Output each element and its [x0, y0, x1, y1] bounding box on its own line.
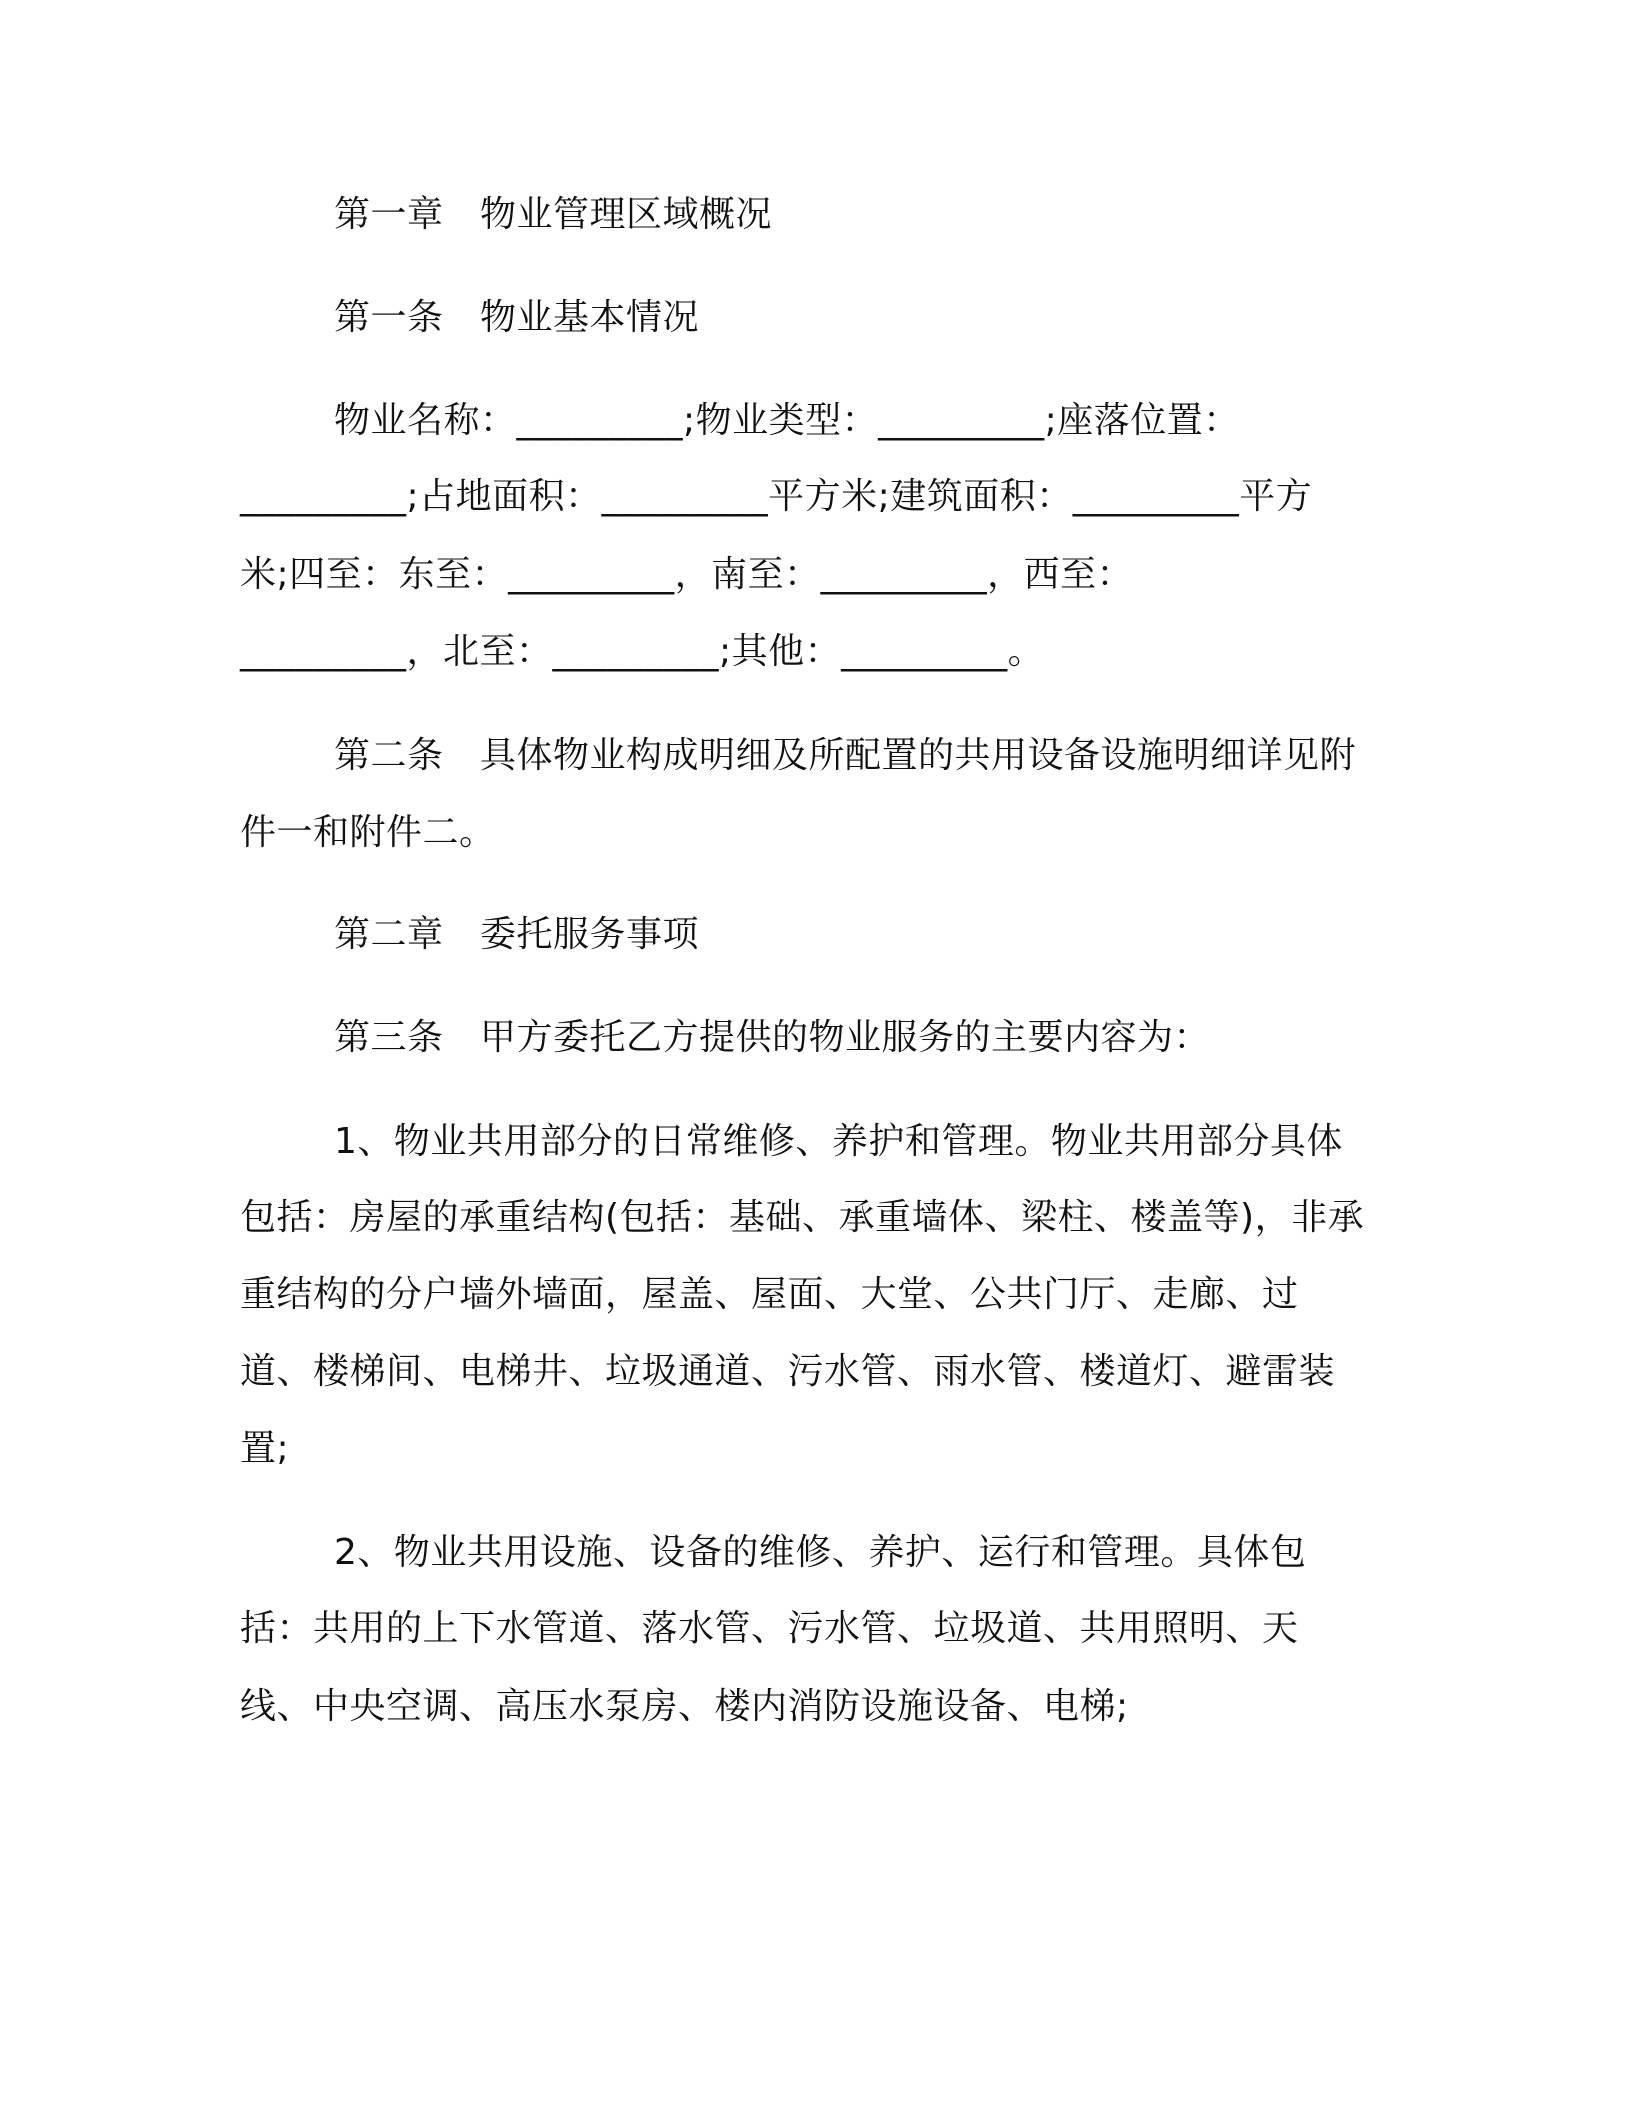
article-1-line: 米;四至：东至：_________，南至：_________，西至： [240, 554, 1134, 595]
chapter-1-heading: 第一章 物业管理区域概况 [334, 194, 773, 235]
article-2-line: 第二条 具体物业构成明细及所配置的共用设备设施明细详见附 [334, 735, 1357, 776]
item-2-line: 2、物业共用设施、设备的维修、养护、运行和管理。具体包 [334, 1532, 1307, 1573]
article-3-heading: 第三条 甲方委托乙方提供的物业服务的主要内容为： [334, 1017, 1211, 1058]
item-1-line: 1、物业共用部分的日常维修、养护和管理。物业共用部分具体 [334, 1121, 1343, 1162]
chapter-2-heading: 第二章 委托服务事项 [334, 914, 700, 955]
article-1-heading: 第一条 物业基本情况 [334, 297, 700, 338]
item-1-line: 道、楼梯间、电梯井、垃圾通道、污水管、雨水管、楼道灯、避雷装 [240, 1351, 1336, 1392]
item-1-line: 重结构的分户墙外墙面，屋盖、屋面、大堂、公共门厅、走廊、过 [240, 1274, 1299, 1315]
article-1-line: 物业名称：_________;物业类型：_________;座落位置： [334, 400, 1240, 441]
article-1-line: _________，北至：_________;其他：_________。 [240, 631, 1045, 672]
article-1-line: _________;占地面积：_________平方米;建筑面积：_________平方 [240, 476, 1313, 517]
item-2-line: 括：共用的上下水管道、落水管、污水管、垃圾道、共用照明、天 [240, 1608, 1299, 1649]
item-2-line: 线、中央空调、高压水泵房、楼内消防设施设备、电梯; [240, 1686, 1129, 1727]
item-1-line: 置; [240, 1428, 290, 1469]
article-2-line: 件一和附件二。 [240, 812, 496, 853]
item-1-line: 包括：房屋的承重结构(包括：基础、承重墙体、梁柱、楼盖等)，非承 [240, 1197, 1365, 1238]
